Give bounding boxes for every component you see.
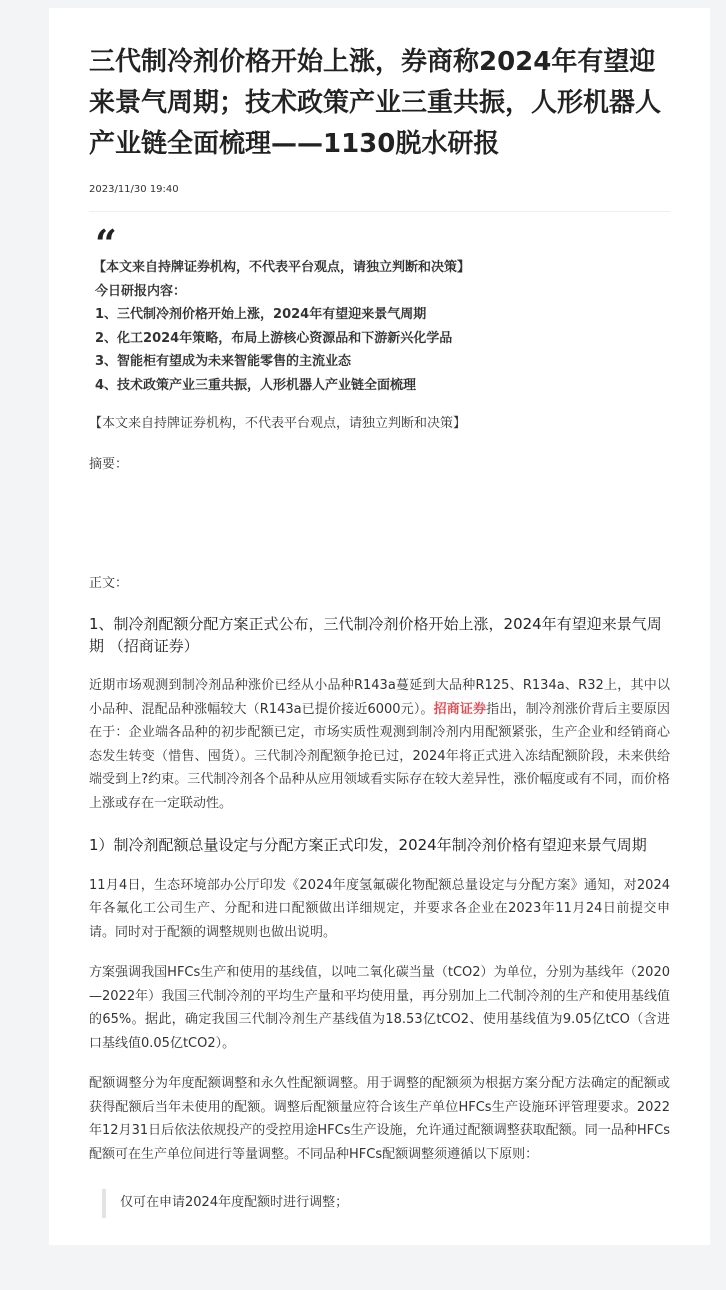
article-title: 三代制冷剂价格开始上涨，券商称2024年有望迎来景气周期；技术政策产业三重共振，人形机器人产业链全面梳理——1130脱水研报: [89, 47, 662, 159]
title-divider: [89, 211, 670, 212]
intro-list-item: 4、技术政策产业三重共振，人形机器人产业链全面梳理: [95, 377, 417, 393]
subsection-heading: 1）制冷剂配额总量设定与分配方案正式印发，2024年制冷剂价格有望迎来景气周期: [89, 836, 647, 854]
intro-list-item: 3、智能柜有望成为未来智能零售的主流业态: [95, 354, 352, 369]
intro-list-item: 1、三代制冷剂价格开始上涨，2024年有望迎来景气周期: [95, 307, 427, 322]
broker-name-highlight: 招商证券: [433, 701, 487, 717]
section-heading: 1、制冷剂配额分配方案正式公布，三代制冷剂价格开始上涨，2024年有望迎来景气周期 （招商证券）: [89, 615, 662, 655]
section-paragraph: [89, 674, 670, 815]
body-label: 正文：: [89, 576, 129, 591]
paragraph-text: 指出，制冷剂涨价背后主要原因在于：企业端各品种的初步配额已定，市场实质性观测到制冷剂内用配额紧张，生产企业和经销商心态发生转变（惜售、囤货）。三代制冷剂配额争抢已过，2024年将正式进入冻结配额阶段，未来供给端受到上?约束。三代制冷剂各个品种从应用领域看实际存在较大差异性，涨价幅度或有不同，而价格上涨或存在一定联动性。: [89, 701, 670, 811]
rule-blockquote: 仅可在申请2024年度配额时进行调整；: [102, 1189, 670, 1218]
quote-icon: “: [95, 221, 117, 266]
intro-quote-block: [89, 221, 670, 397]
intro-list-item: 2、化工2024年策略，布局上游核心资源品和下游新兴化学品: [95, 330, 453, 346]
article-page: [49, 8, 710, 1245]
disclaimer-text: 【本文来自持牌证券机构，不代表平台观点，请独立判断和决策】: [89, 416, 467, 431]
section-paragraph: 配额调整分为年度配额调整和永久性配额调整。用于调整的配额须为根据方案分配方法确定的配额或获得配额后当年未使用的配额。调整后配额量应符合该生产单位HFCs生产设施环评管理要求。2022年12月31日后依法依规投产的受控用途HFCs生产设施，允许通过配额调整获取配额。同一品种HFCs配额可在生产单位间进行等量调整。不同品种HFCs配额调整须遵循以下原则：: [89, 1076, 670, 1162]
section-paragraph: 方案强调我国HFCs生产和使用的基线值，以吨二氧化碳当量（tCO2）为单位，分别为基线年（2020—2022年）我国三代制冷剂的平均生产量和平均使用量，再分别加上二代制冷剂的生产和使用基线值的65%。据此，确定我国三代制冷剂生产基线值为18.53亿tCO2、使用基线值为9.05亿tCO（含进口基线值0.05亿tCO2）。: [89, 965, 670, 1051]
intro-disclaimer: 【本文来自持牌证券机构，不代表平台观点，请独立判断和决策】: [93, 260, 471, 275]
intro-list-title: 今日研报内容：: [95, 283, 187, 299]
summary-label: 摘要：: [89, 457, 129, 472]
paragraph-text: 近期市场观测到制冷剂品种涨价已经从小品种R143a蔓延到大品种R125、R134a、R32上，其中以小品种、混配品种涨幅较大（R143a已提价接近6000元）。: [89, 678, 670, 717]
publish-date: 2023/11/30 19:40: [89, 184, 179, 195]
section-paragraph: 11月4日，生态环境部办公厅印发《2024年度氢氟碳化物配额总量设定与分配方案》通知，对2024年各氟化工公司生产、分配和进口配额做出详细规定，并要求各企业在2023年11月24日前提交申请。同时对于配额的调整规则也做出说明。: [89, 877, 670, 940]
